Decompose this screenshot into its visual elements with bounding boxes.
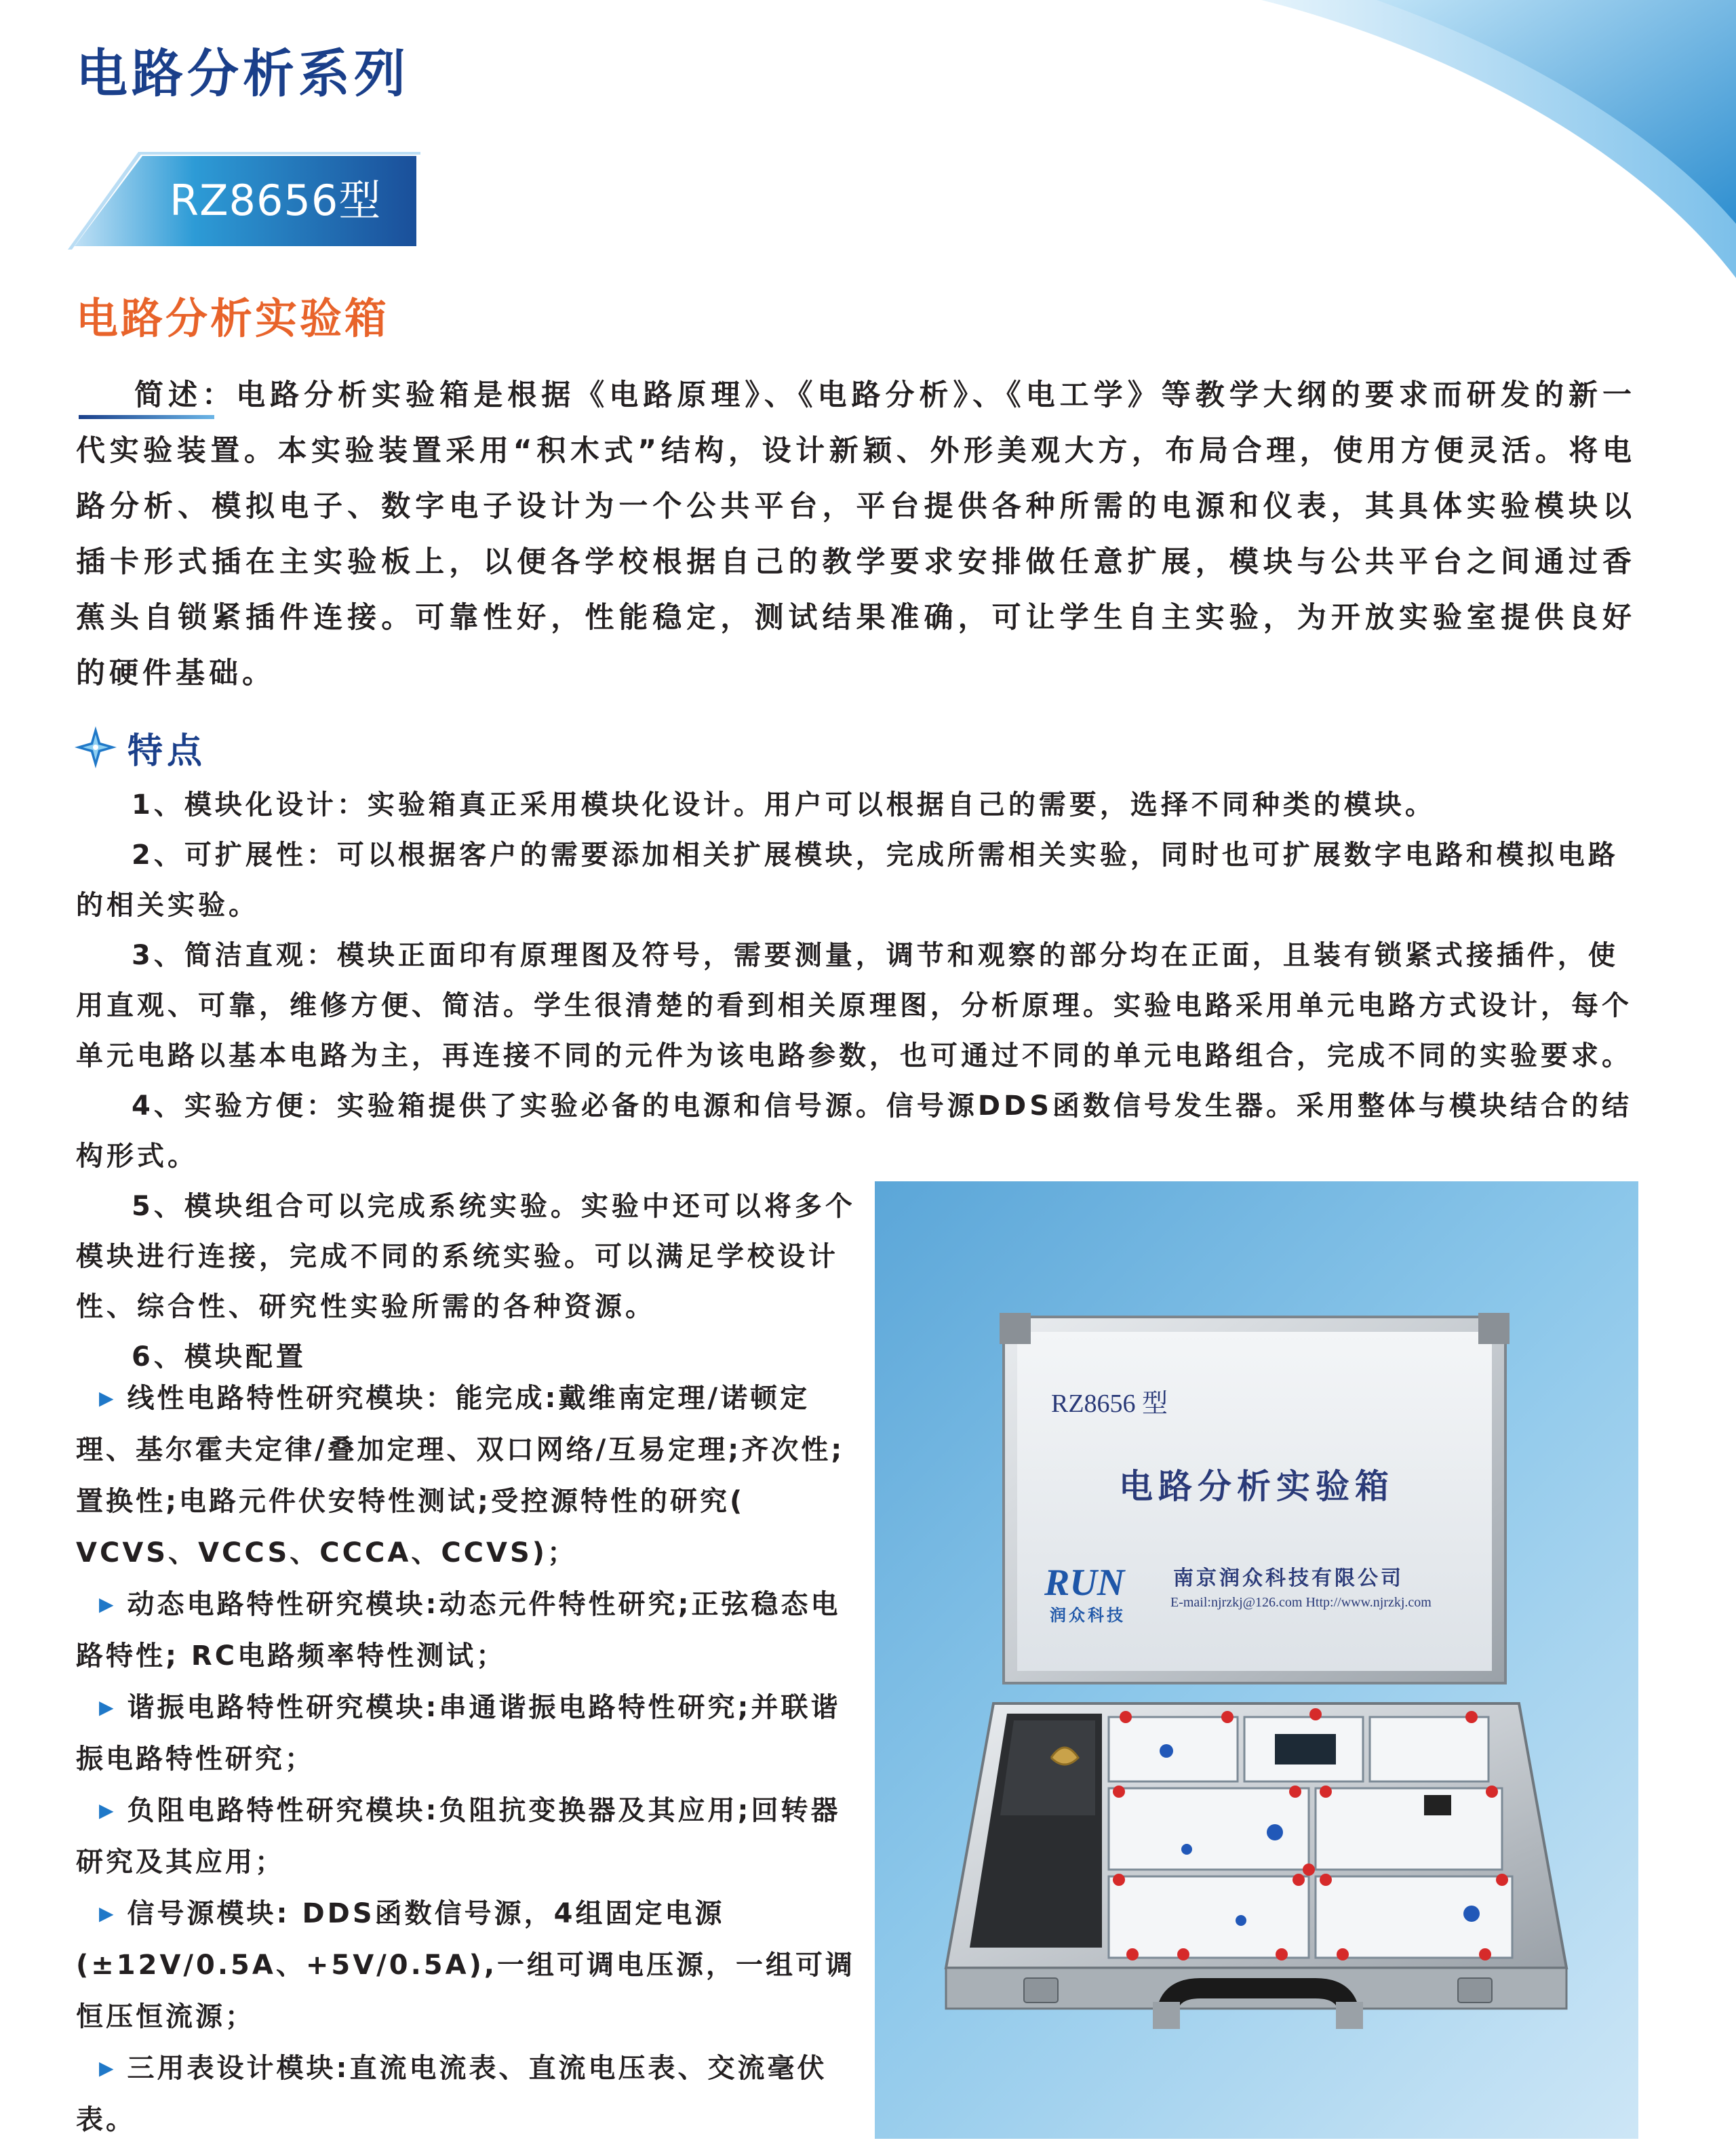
feature-item: 3、简洁直观：模块正面印有原理图及符号，需要测量，调节和观察的部分均在正面，且装有锁紧式接插件，使用直观、可靠，维修方便、简洁。学生很清楚的看到相关原理图，分析原理。实验电路采用单元电路方式设计，每个单元电路以基本电路为主，再连接不同的元件为该电路参数，也可通过不同的单元电路组合，完成不同的实验要求。: [76, 940, 1632, 1071]
feature-item: 6、模块配置: [132, 1341, 307, 1373]
module-list-item: [76, 1785, 856, 1888]
module-text: 负阻电路特性研究模块:负阻抗变换器及其应用;回转器研究及其应用；: [76, 1795, 841, 1878]
features-heading-label: 特点: [127, 730, 207, 772]
product-description: 简述：电路分析实验箱是根据《电路原理》、《电路分析》、《电工学》等教学大纲的要求而研发的新一代实验装置。本实验装置采用“积木式”结构，设计新颖、外形美观大方，布局合理，使用方便灵活。将电路分析、模拟电子、数字电子设计为一个公共平台，平台提供各种所需的电源和仪表，其具体实验模块以插卡形式插在主实验板上，以便各学校根据自己的教学要求安排做任意扩展，模块与公共平台之间通过香蕉头自锁紧插件连接。可靠性好，性能稳定，测试结果准确，可让学生自主实验，为开放实验室提供良好的硬件基础。: [76, 378, 1636, 690]
experiment-box-illustration: [875, 1181, 1638, 2139]
description-underline: [79, 415, 214, 419]
feature-item: 5、模块组合可以完成系统实验。实验中还可以将多个模块进行连接，完成不同的系统实验。可以满足学校设计性、综合性、研究性实验所需的各种资源。: [76, 1191, 856, 1322]
module-text: 信号源模块: DDS函数信号源，4组固定电源(±12V/0.5A、+5V/0.5A),一组可调电压源，一组可调恒压恒流源；: [76, 1898, 856, 2032]
product-title: 电路分析实验箱: [76, 294, 390, 343]
corner-swoosh-decoration: [1221, 0, 1736, 285]
triangle-bullet-icon: ▶: [99, 1799, 117, 1821]
triangle-bullet-icon: ▶: [99, 1696, 117, 1718]
feature-item: 1、模块化设计：实验箱真正采用模块化设计。用户可以根据自己的需要，选择不同种类的模块。: [132, 789, 1436, 821]
company-logo-subtitle: 润众科技: [1050, 1606, 1126, 1625]
module-list-item: [76, 1373, 856, 1579]
lid-company-name: 南京润众科技有限公司: [1173, 1566, 1404, 1590]
module-list-item: [76, 2043, 856, 2146]
module-text: 三用表设计模块:直流电流表、直流电压表、交流毫伏表。: [76, 2053, 827, 2135]
lid-title: 电路分析实验箱: [1119, 1466, 1394, 1506]
model-badge: RZ8656型: [170, 176, 382, 225]
compass-star-icon: [73, 725, 118, 770]
triangle-bullet-icon: ▶: [99, 1593, 117, 1615]
module-list-item: [76, 1888, 856, 2043]
module-text: 谐振电路特性研究模块:串通谐振电路特性研究;并联谐振电路特性研究；: [76, 1692, 841, 1775]
module-text: 线性电路特性研究模块：能完成:戴维南定理/诺顿定理、基尔霍夫定律/叠加定理、双口网络/互易定理;齐次性;置换性;电路元件伏安特性测试;受控源特性的研究( VCVS、VCCS、CCCA、CCVS)；: [76, 1383, 845, 1569]
lid-contact-info: E-mail:njrzkj@126.com Http://www.njrzkj.com: [1170, 1595, 1432, 1610]
module-list-item: [76, 1579, 856, 1682]
module-list-item: [76, 1682, 856, 1785]
series-title: 电路分析系列: [76, 43, 410, 104]
triangle-bullet-icon: ▶: [99, 1387, 117, 1409]
lid-model-label: RZ8656 型: [1051, 1389, 1168, 1418]
feature-item: 4、实验方便：实验箱提供了实验必备的电源和信号源。信号源DDS函数信号发生器。采用整体与模块结合的结构形式。: [76, 1090, 1633, 1172]
feature-item: 2、可扩展性：可以根据客户的需要添加相关扩展模块，完成所需相关实验，同时也可扩展数字电路和模拟电路的相关实验。: [76, 840, 1619, 921]
triangle-bullet-icon: ▶: [99, 1902, 117, 1925]
company-logo: RUN: [1044, 1562, 1125, 1604]
module-text: 动态电路特性研究模块:动态元件特性研究;正弦稳态电路特性; RC电路频率特性测试；: [76, 1589, 841, 1672]
triangle-bullet-icon: ▶: [99, 2057, 117, 2079]
features-heading: [73, 720, 206, 774]
product-photo: [875, 1181, 1638, 2139]
